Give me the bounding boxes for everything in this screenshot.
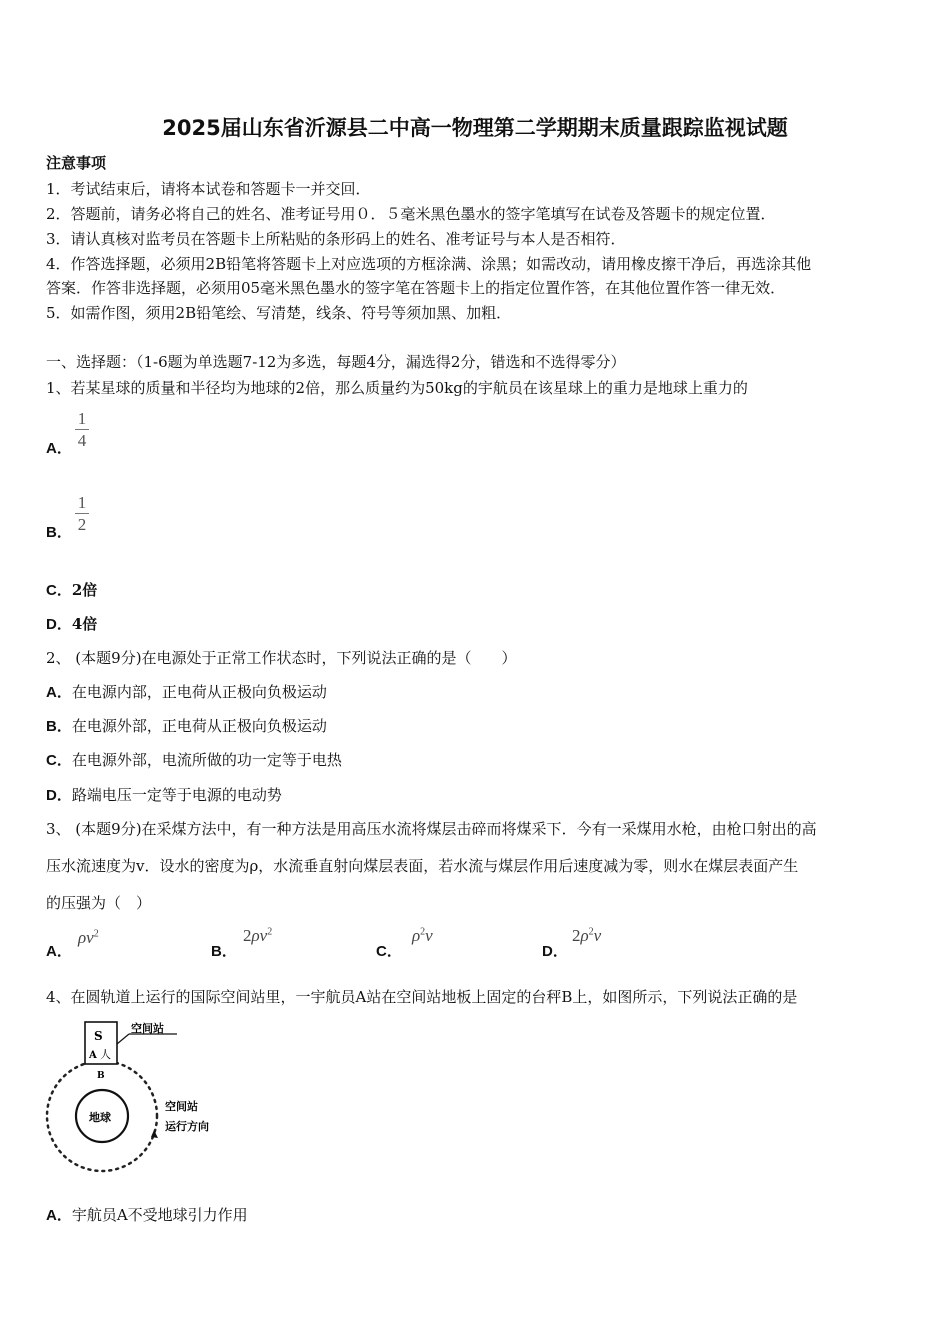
direction-label-line2: 运行方向 xyxy=(165,1120,209,1133)
earth-label: 地球 xyxy=(89,1111,111,1124)
q1-option-c xyxy=(46,579,97,600)
astronaut-figure-icon: 人 xyxy=(100,1048,111,1061)
section-heading: 一、选择题：（1-6题为单选题7-12为多选，每题4分，漏选得2分，错选和不选得零分） xyxy=(46,353,626,371)
orbit-figure xyxy=(45,1018,235,1183)
q3-option-c-formula: $\rho^2v$ xyxy=(412,926,433,945)
q3-option-b-label: B． xyxy=(211,943,237,960)
option-text: 在电源外部，正电荷从正极向负极运动 xyxy=(71,717,327,735)
note-item: 1．考试结束后，请将本试卷和答题卡一并交回． xyxy=(46,180,371,198)
option-text: 在电源外部，电流所做的功一定等于电热 xyxy=(71,751,342,769)
q2-option-a xyxy=(46,681,327,702)
question-4-stem: 4、在圆轨道上运行的国际空间站里，一宇航员A站在空间站地板上固定的台秤B上，如图所示，下列说法正确的是 xyxy=(46,988,798,1006)
scale-b-label: B xyxy=(97,1071,105,1081)
astronaut-a-label: A xyxy=(89,1050,97,1061)
q1-option-b-fraction xyxy=(75,493,89,536)
q2-option-c xyxy=(46,749,342,770)
option-label: A． xyxy=(46,1207,72,1224)
question-2-stem: 2、 (本题9分)在电源处于正常工作状态时，下列说法正确的是（ ） xyxy=(46,649,517,667)
q3-option-d-label: D． xyxy=(542,943,568,960)
station-label: 空间站 xyxy=(131,1022,164,1035)
fraction-numerator: 1 xyxy=(77,409,87,428)
space-station-diagram xyxy=(45,1018,235,1183)
question-3-line: 压水流速度为v．设水的密度为ρ，水流垂直射向煤层表面，若水流与煤层作用后速度减为零，则水在煤层表面产生 xyxy=(46,857,799,875)
q3-option-a-label: A． xyxy=(46,943,72,960)
q1-option-a-label: A． xyxy=(46,440,72,457)
question-3-line: 3、 (本题9分)在采煤方法中，有一种方法是用高压水流将煤层击碎而将煤采下．今有一采煤用水枪，由枪口射出的高 xyxy=(46,820,817,838)
option-text: 路端电压一定等于电源的电动势 xyxy=(71,786,282,804)
direction-arrow-icon xyxy=(151,1130,158,1138)
option-label: D． xyxy=(46,787,72,804)
option-label: C． xyxy=(46,752,72,769)
fraction-numerator: 1 xyxy=(77,493,87,512)
fraction-denominator: 4 xyxy=(77,431,87,450)
note-item: 5．如需作图，须用2B铅笔绘、写清楚，线条、符号等须加黑、加粗． xyxy=(46,304,512,322)
q3-option-d-formula: $2\rho^2v$ xyxy=(572,926,602,945)
q2-option-b xyxy=(46,715,327,736)
option-text: 4倍 xyxy=(71,615,98,633)
q1-option-b-label: B． xyxy=(46,524,72,541)
note-item: 4．作答选择题，必须用2B铅笔将答题卡上对应选项的方框涂满、涂黑；如需改动，请用橡皮擦干净后，再选涂其他 xyxy=(46,255,812,273)
q3-option-a-formula: $\rho v^2$ xyxy=(78,928,99,947)
q2-option-d xyxy=(46,784,282,805)
option-text: 2倍 xyxy=(71,581,98,599)
q3-option-c-label: C． xyxy=(376,943,402,960)
note-item: 答案．作答非选择题，必须用05毫米黑色墨水的签字笔在答题卡上的指定位置作答，在其他位置作答一律无效． xyxy=(46,279,786,297)
option-label: B． xyxy=(46,718,72,735)
option-text: 宇航员A不受地球引力作用 xyxy=(71,1206,248,1224)
station-pointer-line xyxy=(117,1034,129,1044)
q1-option-a-fraction xyxy=(75,409,89,452)
option-label: D． xyxy=(46,616,72,633)
question-3-line: 的压强为（ ） xyxy=(46,894,152,912)
q3-option-b-formula: $2\rho v^2$ xyxy=(243,926,273,945)
station-s-label: S xyxy=(94,1029,103,1043)
notes-heading: 注意事项 xyxy=(46,154,107,172)
q1-option-d xyxy=(46,613,97,634)
direction-label-line1: 空间站 xyxy=(165,1100,198,1113)
question-1-stem: 1、若某星球的质量和半径均为地球的2倍，那么质量约为50kg的宇航员在该星球上的重力是地球上重力的 xyxy=(46,379,748,397)
note-item: 3．请认真核对监考员在答题卡上所粘贴的条形码上的姓名、准考证号与本人是否相符． xyxy=(46,230,626,248)
option-label: C． xyxy=(46,582,72,599)
option-text: 在电源内部，正电荷从正极向负极运动 xyxy=(71,683,327,701)
fraction-denominator: 2 xyxy=(77,515,87,534)
q4-option-a xyxy=(46,1204,248,1225)
option-label: A． xyxy=(46,684,72,701)
note-item: 2．答题前，请务必将自己的姓名、准考证号用０．５毫米黑色墨水的签字笔填写在试卷及答题卡的规定位置． xyxy=(46,205,776,223)
page-title: 2025届山东省沂源县二中高一物理第二学期期末质量跟踪监视试题 xyxy=(162,116,788,140)
